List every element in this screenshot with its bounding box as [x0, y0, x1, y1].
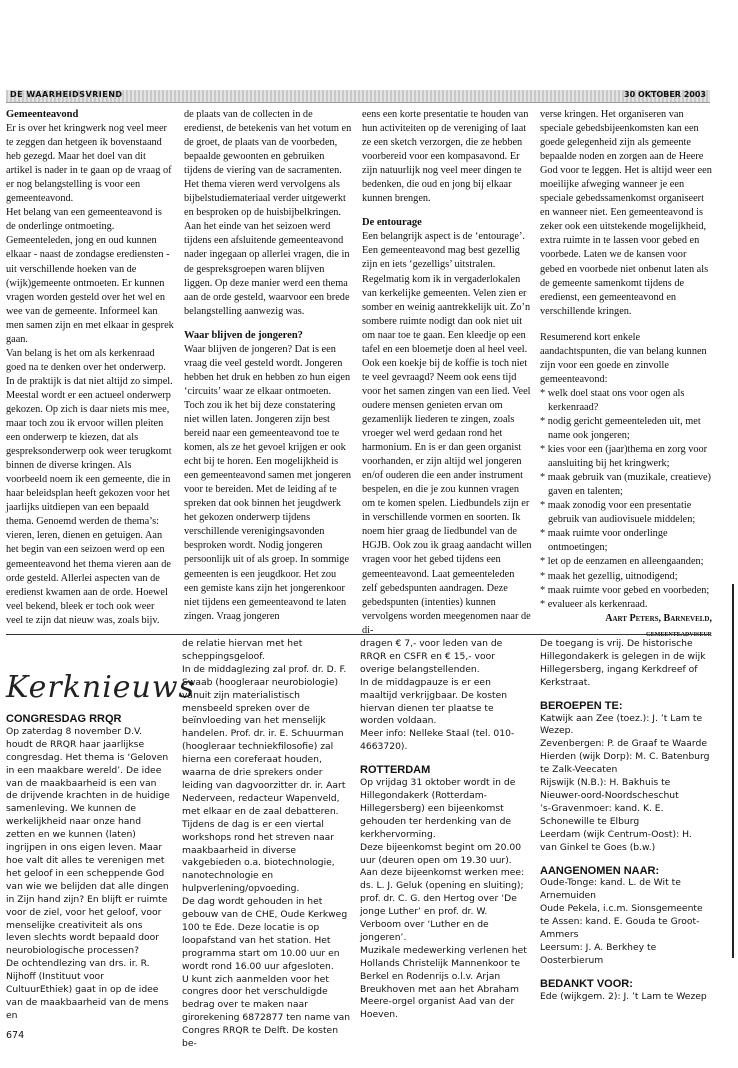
section-heading: Gemeenteavond [6, 109, 79, 120]
publication-name: DE WAARHEIDSVRIEND [10, 90, 123, 99]
paragraph: eens een korte presentatie te houden van hun activiteiten op de vereniging of laat ze een sketch verzorgen, die ze hebben voorbereid voor een kompasavond. Er zijn natuurlijk nog veel meer dingen te bedenken, die oud en jong bij elkaar kunnen brengen. [362, 109, 529, 205]
section-heading: De entourage [362, 217, 422, 229]
paragraph: In de middagpauze is er een maaltijd verkrijgbaar. De kosten hiervan dienen ter plaatse te worden voldaan. [360, 676, 508, 727]
list-item: * maak zonodig voor een presentatie gebruik van audiovisuele middelen; [540, 499, 712, 527]
news-column-2 [182, 638, 352, 1051]
issue-date: 30 OKTOBER 2003 [624, 90, 706, 99]
section-heading: BEDANKT VOOR: [540, 977, 633, 990]
list-item: * maak het gezellig, uitnodigend; [540, 570, 712, 584]
paragraph: Op vrijdag 31 oktober wordt in de Hillegondakerk (Rotterdam-Hillegersberg) een bijeenkomst gehouden ter herdenking van de kerkhervorming. [360, 777, 516, 840]
article-column-2 [184, 108, 352, 624]
list-item: * nodig gericht gemeenteleden uit, met name ook jongeren; [540, 415, 712, 443]
paragraph: Leerdam (wijk Centrum-Oost): H. van Ginkel te Goes (b.w.) [540, 828, 692, 853]
paragraph: Deze bijeenkomst begint om 20.00 uur (deuren open om 19.30 uur). [360, 841, 522, 866]
paragraph: Van belang is het om als kerkenraad goed na te denken over het onderwerp. In de praktijk is dat niet altijd zo simpel. Meestal wordt er een actueel onderwerp gekozen. Op zich is daar niets mis mee, maar toch zou ik ervoor willen pleiten een onderwerp te kiezen, dat als gespreksonderwerp ook weer terugkomt binnen de diverse kringen. Als voorbeeld noem ik een gemeente, die in haar beleidsplan heeft gekozen voor het jaarlijks uitdiepen van een bepaald thema. Genoemd werden de thema’s: vieren, leren, dienen en getuigen. Aan het begin van een seizoen werd op een gemeenteavond het thema vieren aan de orde gesteld. Allerlei aspecten van de eredienst kwamen aan de orde. Hoewel veel bekend, bleek er toch ook weer veel te zijn dat nieuw was, zoals bijv. [6, 347, 173, 626]
article-column-3 [362, 108, 532, 638]
paragraph: Ede (wijkgem. 2): J. ’t Lam te Wezep [540, 990, 707, 1002]
page-number: 674 [6, 1030, 25, 1041]
paragraph: De toegang is vrij. De historische Hillegondakerk is gelegen in de wijk Hillegersberg, ingang Kerkdreef of Kerkstraat. [540, 638, 706, 688]
paragraph: Een belangrijk aspect is de ‘entourage’. Een gemeenteavond mag best gezellig zijn en iets ‘gezelligs’ uitstralen. Regelmatig kom ik in vergaderlokalen van kerkelijke gemeenten. Velen zien er somber en weinig aantrekkelijk uit. Zo’n sombere ruimte nodigt dan ook niet uit om naar toe te gaan. Een kleedje op een tafel en een bloemetje doen al heel veel. Ook een koekje bij de koffie is toch niet te veel gevraagd? Neem ook eens tijd voor het samen zingen van een lied. Veel oudere mensen genieten ervan om gezamenlijk liederen te zingen, zoals vroeger wel werd gedaan rond het harmonium. En is er dan geen organist voorhanden, er zijn altijd wel jongeren en/of ouderen die een ander instrument bespelen, en die je zou kunnen vragen om te komen spelen. Liedbundels zijn er in verschillende vormen en soorten. Ik noem hier graag de liedbundel van de HGJB. Ook zou ik graag aandacht willen vragen voor het gebed tijdens een gemeenteavond. Laat gemeenteleden zelf gebedspunten aandragen. Deze gebedspunten (intenties) kunnen vervolgens worden meegenomen naar de di- [362, 231, 532, 636]
section-heading: ROTTERDAM [360, 764, 431, 777]
section-heading: BEROEPEN TE: [540, 699, 623, 712]
paragraph: Het belang van een gemeenteavond is de onderlinge ontmoeting. Gemeenteleden, jong en oud kunnen elkaar - naast de zondagse erediensten - uit verschillende hoeken van de (wijk)gemeente ontmoeten. Er kunnen vragen worden gesteld over het wel en wee van de gemeente. Informeel kan men samen zijn en met elkaar in gesprek gaan. [6, 207, 174, 345]
section-heading: Waar blijven de jongeren? [184, 329, 303, 341]
paragraph: dragen € 7,- voor leden van de RRQR en CSFR en € 15,- voor overige belangstellenden. [360, 638, 503, 675]
list-item: * welk doel staat ons voor ogen als kerkenraad? [540, 387, 712, 415]
list-item: * let op de eenzamen en alleengaanden; [540, 555, 712, 569]
margin-bracket [732, 584, 734, 958]
news-column-1 [6, 713, 170, 1023]
list-item: * evalueer als kerkenraad. [540, 598, 712, 612]
paragraph: de relatie hiervan met het scheppingsgeloof. [182, 638, 303, 662]
paragraph: In de middaglezing zal prof. dr. D. F. Swaab (hoogleraar neurobiologie) vanuit zijn materialistisch mensbeeld spreken over de beïnvloeding van het menselijk handelen. Prof. dr. ir. E. Schuurman (hoogleraar techniekfilosofie) zal hierna een coreferaat houden, waarna de drie sprekers onder leiding van dagvoorzitter dr. ir. Aart Nederveen, redacteur Wapenveld, met elkaar en de zaal debatteren. Tijdens de dag is er een viertal workshops rond het streven naar maakbaarheid in diverse vakgebieden o.a. biotechnologie, nanotechnologie en hulpverlening/opvoeding. [182, 663, 347, 895]
paragraph: Aan deze bijeenkomst werken mee: ds. L. J. Geluk (opening en sluiting); prof. dr. C. G. den Hertog over ‘De jonge Luther’ en prof. dr. W. Verboom over ‘Luther en de jongeren’. [360, 867, 525, 943]
news-column-4 [540, 638, 710, 1004]
kerknieuws-title: Kerknieuws [6, 670, 195, 705]
list-item: * maak gebruik van (muzikale, creatieve) gaven en talenten; [540, 471, 712, 499]
paragraph: Hierden (wijk Dorp): M. C. Batenburg te Zalk-Veecaten [540, 751, 710, 776]
paragraph: Oude Pekela, i.c.m. Sionsgemeente te Assen: kand. E. Gouda te Groot-Ammers [540, 903, 703, 941]
article-column-4 [540, 108, 712, 640]
section-heading: AANGENOMEN NAAR: [540, 864, 660, 877]
paragraph: Waar blijven de jongeren? Dat is een vraag die veel gesteld wordt. Jongeren hebben het druk en hebben zo hun eigen ‘circuits’ waar ze elkaar ontmoeten. Toch zou ik het bij deze constatering niet willen laten. Jongeren zijn best bereid naar een gemeenteavond toe te komen, als ze het gevoel krijgen er ook echt bij te horen. Een mogelijkheid is een gemeenteavond samen met jongeren voor te bereiden. Met de leiding af te spreken dat ook binnen het jeugdwerk het gekozen onderwerp tijdens verschillende verenigingsavonden besproken wordt. Nodig jongeren persoonlijk uit of als groep. In sommige gemeenten is een jeugdkoor. Het zou een gemiste kans zijn het jongerenkoor niet tijdens een gemeenteavond te laten zingen. Vraag jongeren [184, 343, 351, 622]
author-signature: Aart Peters, Barneveld, [605, 612, 712, 624]
paragraph: Resumerend kort enkele aandachtspunten, die van belang kunnen zijn voor een goede en zinvolle gemeenteavond: [540, 331, 707, 385]
paragraph: Oude-Tonge: kand. L. de Wit te Arnemuiden [540, 877, 681, 902]
paragraph: Rijswijk (N.B.): H. Bakhuis te Nieuwer-oord-Noordscheschut [540, 777, 679, 801]
paragraph: Leersum: J. A. Berkhey te Oosterbierum [540, 941, 657, 966]
section-divider [6, 634, 710, 635]
paragraph: De ochtendlezing van drs. ir. R. Nijhoff (Instituut voor CultuurEthiek) gaat in op de idee van de maakbaarheid van de mens en [6, 958, 169, 1021]
paragraph: De dag wordt gehouden in het gebouw van de CHE, Oude Kerkweg 100 te Ede. Deze locatie is op loopafstand van het station. Het programma start om 10.00 uur en wordt rond 16.00 uur afgesloten. [182, 896, 348, 972]
attention-points-list [540, 387, 712, 612]
article-column-1 [6, 108, 174, 628]
list-item: * maak ruimte voor onderlinge ontmoetingen; [540, 527, 712, 555]
paragraph: Zevenbergen: P. de Graaf te Waarde [540, 738, 707, 750]
paragraph: verse kringen. Het organiseren van speciale gebedsbijeenkomsten kan een goede gelegenheid zijn als gemeente bepaalde noden en zorgen aan de Heere God voor te leggen. Het is altijd weer een moeilijke afweging wanneer je een speciale gebedssamenkomst organiseert en wanneer niet. Een gemeenteavond is zeker ook een uitstekende mogelijkheid, extra ruimte in te lassen voor gebed en voorbede. Laten we de kansen voor gebed en voorbede niet onbenut laten als de gemeente samenkomt tijdens de eredienst, een gemeenteavond en verschillende kringen. [540, 109, 712, 317]
news-column-3 [360, 638, 530, 1022]
paragraph: U kunt zich aanmelden voor het congres door het verschuldigde bedrag over te maken naar girorekening 6872877 ten name van Congres RRQR te Delft. De kosten be- [182, 973, 351, 1050]
paragraph: Op zaterdag 8 november D.V. houdt de RRQR haar jaarlijkse congresdag. Het thema is ‘Geloven in een maakbare wereld’. De idee van de maakbaarheid is een van de drijvende krachten in de huidige samenleving. We kunnen de werkelijkheid naar onze hand zetten en we kunnen (laten) ingrijpen in ons eigen leven. Maar hoe valt dit alles te verenigen met het geloof in een scheppende God van wie we belijden dat alle dingen in Zijn hand zijn? En blijft er ruimte voor de ziel, voor het geloof, voor menselijke creativiteit als ons leven slechts wordt bepaald door neurobiologische processen? [6, 725, 170, 957]
page-header-band [6, 90, 710, 103]
paragraph: ’s-Gravenmoer: kand. K. E. Schonewille te Elburg [540, 802, 664, 827]
author-role: gemeenteadviseur [645, 627, 712, 638]
list-item: * maak ruimte voor gebed en voorbeden; [540, 584, 712, 598]
paragraph: Muzikale medewerking verlenen het Hollands Christelijk Mannenkoor te Berkel en Rodenrijs o.l.v. Arjan Breukhoven met aan het Abraham Meere-orgel organist Aad van der Hoeven. [360, 944, 527, 1021]
paragraph: Er is over het kringwerk nog veel meer te zeggen dan hetgeen ik bovenstaand heb gezegd. Maar het doel van dit artikel is nader in te gaan op de vraag of er nog belangstelling is voor een gemeenteavond. [6, 123, 172, 205]
paragraph: Katwijk aan Zee (toez.): J. ’t Lam te Wezep. [540, 712, 703, 737]
paragraph: Meer info: Nelleke Staal (tel. 010-4663720). [360, 728, 515, 753]
list-item: * kies voor een (jaar)thema en zorg voor aansluiting bij het kringwerk; [540, 443, 712, 471]
paragraph: de plaats van de collecten in de eredienst, de betekenis van het votum en de groet, de plaats van de voorbeden, bepaalde gewoonten en gebruiken tijdens de viering van de sacramenten. Het thema vieren werd vervolgens als bijbelstudiemateriaal verder uitgewerkt en besproken op de huisbijbelkringen. Aan het einde van het seizoen werd tijdens een afsluitende gemeenteavond nader ingegaan op allerlei vragen, die in de gespreksgroepen waren blijven liggen. Op deze manier werd een thema aan de orde gesteld, waarvoor een brede belangstelling aanwezig was. [184, 109, 352, 317]
section-heading: CONGRESDAG RRQR [6, 713, 122, 725]
